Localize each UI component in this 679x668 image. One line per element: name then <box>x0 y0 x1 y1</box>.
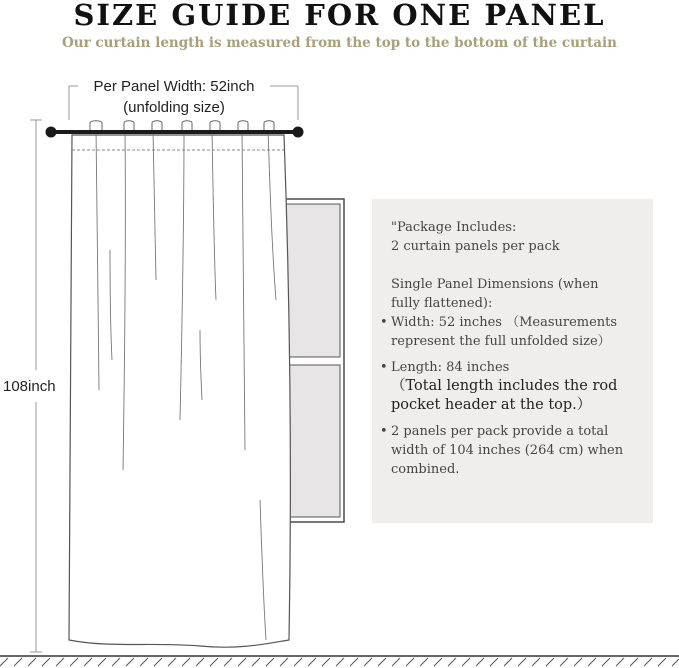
package-intro: "Package Includes: <box>391 220 517 235</box>
width-label-value: Per Panel Width: 52inch <box>93 78 255 95</box>
bullet-icon: • <box>380 424 388 439</box>
width-line-2: represent the full unfolded size） <box>391 334 611 349</box>
page-subtitle: Our curtain length is measured from the top to the bottom of the curtain <box>62 35 617 51</box>
width-label-note: (unfolding size) <box>123 99 225 116</box>
pack-line-1: 2 panels per pack provide a total <box>391 424 609 439</box>
page-title: SIZE GUIDE FOR ONE PANEL <box>73 0 606 32</box>
pack-line-3: combined. <box>391 462 460 477</box>
info-text <box>380 218 650 479</box>
length-item <box>380 358 650 377</box>
width-line-1: Width: 52 inches （Measurements <box>391 315 618 330</box>
bullet-icon: • <box>380 360 388 375</box>
pack-line-2: width of 104 inches (264 cm) when <box>391 443 624 458</box>
length-note-1: （Total length includes the rod <box>391 378 618 394</box>
length-note-2: pocket header at the top.） <box>391 397 592 413</box>
width-item <box>380 313 650 351</box>
dimensions-heading-1: Single Panel Dimensions (when <box>391 277 599 292</box>
bullet-icon: • <box>380 315 388 330</box>
pack-item <box>380 422 650 479</box>
dimensions-heading-2: fully flattened): <box>391 296 493 311</box>
panels-per-pack: 2 curtain panels per pack <box>391 239 560 254</box>
length-line: Length: 84 inches <box>391 360 510 375</box>
curtain-panel <box>69 121 290 647</box>
width-label <box>70 76 278 118</box>
height-label: 108inch <box>3 378 56 395</box>
floor-line <box>0 656 679 666</box>
